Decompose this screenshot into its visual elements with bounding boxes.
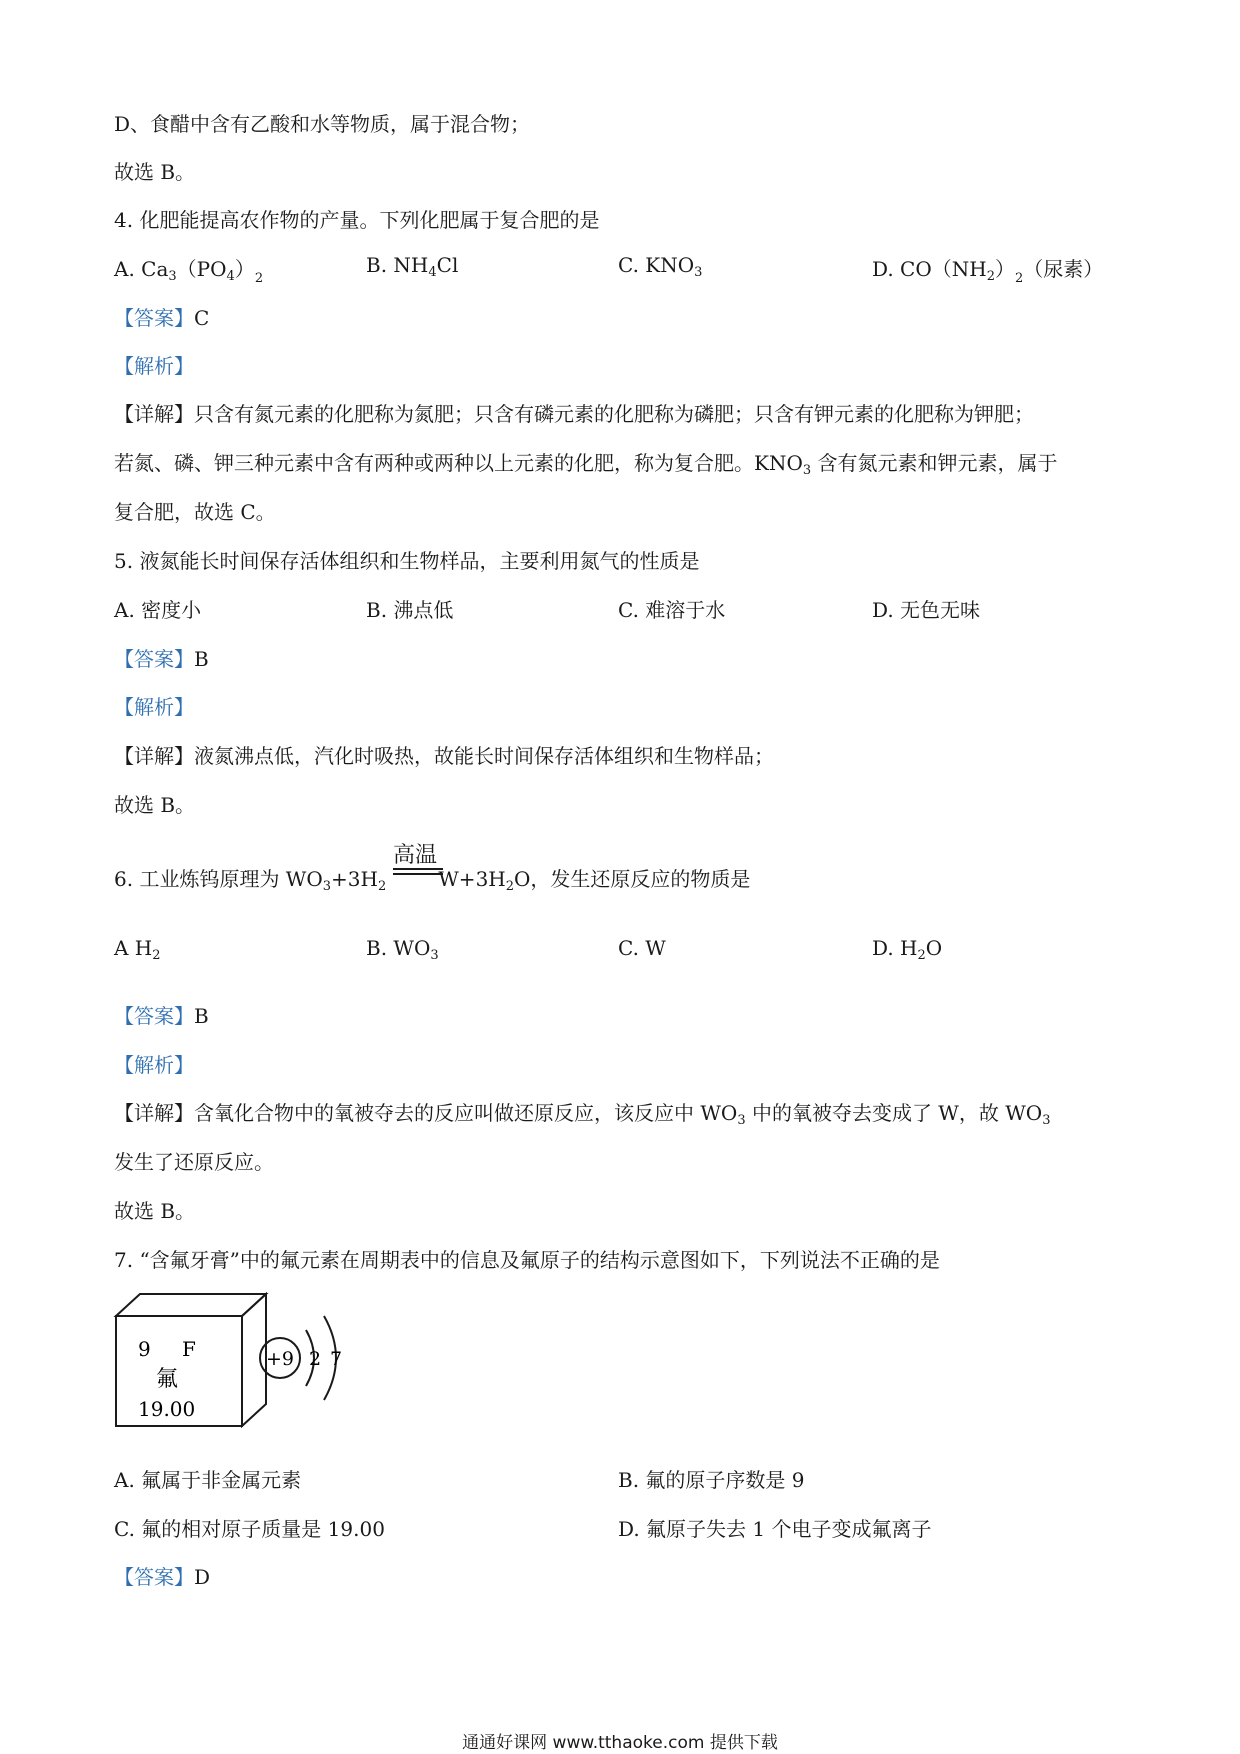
q4-stem: 4. 化肥能提高农作物的产量。下列化肥属于复合肥的是 [114,208,600,232]
q7-answer: 【答案】D [114,1565,211,1589]
q5-detail: 【详解】液氮沸点低，汽化时吸热，故能长时间保存活体组织和生物样品； [114,744,774,768]
q4-option-d: D. $CO(NH_2)_2$（尿素） [872,257,1104,286]
electron-shell-1: 2 [308,1348,322,1370]
q7-option-d: D. 氟原子失去 1 个电子变成氟离子 [618,1517,932,1541]
q6-reaction-condition: 高温 [393,843,438,868]
element-number: 9 [138,1337,151,1361]
q7-option-b: B. 氟的原子序数是 9 [618,1468,805,1492]
fluorine-figure [110,1290,350,1430]
q5-answer: 【答案】B [114,647,209,671]
q4-answer: 【答案】C [114,306,210,330]
q5-option-b: B. 沸点低 [366,598,454,622]
page-footer: 通通好课网 www.tthaoke.com 提供下载 [462,1733,778,1753]
q6-option-a: A $H_2$ [114,936,161,963]
element-name: 氟 [156,1367,179,1392]
q7-stem: 7. “含氟牙膏”中的氟元素在周期表中的信息及氟原子的结构示意图如下，下列说法不正确的是 [114,1248,940,1272]
q6-detail-line-2: 发生了还原反应。 [114,1150,274,1174]
q6-stem: 6. 工业炼钨原理为 $WO_3+3H_2$ $W+3H_2O$，发生还原反应的物质是 [114,867,751,894]
prev-option-d: D、食醋中含有乙酸和水等物质，属于混合物； [114,112,531,136]
q5-choice: 故选 B。 [114,793,196,817]
q4-analysis-tag: 【解析】 [114,354,194,378]
q5-stem: 5. 液氮能长时间保存活体组织和生物样品，主要利用氮气的性质是 [114,549,700,573]
q5-option-a: A. 密度小 [114,598,202,622]
q4-option-a: A. $Ca_3(PO_4)_2$ [114,257,264,286]
q7-option-c: C. 氟的相对原子质量是 19.00 [114,1517,385,1541]
electron-shell-2: 7 [329,1348,343,1370]
q7-option-a: A. 氟属于非金属元素 [114,1468,302,1492]
q5-option-d: D. 无色无味 [872,598,981,622]
q5-option-c: C. 难溶于水 [618,598,726,622]
q6-choice: 故选 B。 [114,1199,196,1223]
q6-option-b: B. $WO_3$ [366,936,439,963]
q4-option-c: C. $KNO_3$ [618,253,703,280]
q6-detail-line-1: 【详解】含氧化合物中的氧被夺去的反应叫做还原反应，该反应中 $WO_3$ 中的氧被夺去变成了 W，故 $WO_3$ [114,1101,1051,1128]
q4-detail-line-1: 【详解】只含有氮元素的化肥称为氮肥；只含有磷元素的化肥称为磷肥；只含有钾元素的化肥称为钾肥； [114,402,1034,426]
element-mass: 19.00 [138,1397,196,1421]
q6-option-d: D. $H_2O$ [872,936,943,963]
q6-answer: 【答案】B [114,1004,209,1028]
element-symbol: F [182,1337,196,1361]
prev-choice: 故选 B。 [114,160,196,184]
q4-detail-line-2: 若氮、磷、钾三种元素中含有两种或两种以上元素的化肥，称为复合肥。$KNO_3$ 含有氮元素和钾元素，属于 [114,451,1058,478]
q4-option-b: B. $NH_4Cl$ [366,253,459,280]
q5-analysis-tag: 【解析】 [114,695,194,719]
q4-detail-line-3: 复合肥，故选 C。 [114,500,276,524]
q6-option-c: C. W [618,936,666,960]
nucleus-charge: +9 [265,1348,295,1370]
q6-analysis-tag: 【解析】 [114,1053,194,1077]
